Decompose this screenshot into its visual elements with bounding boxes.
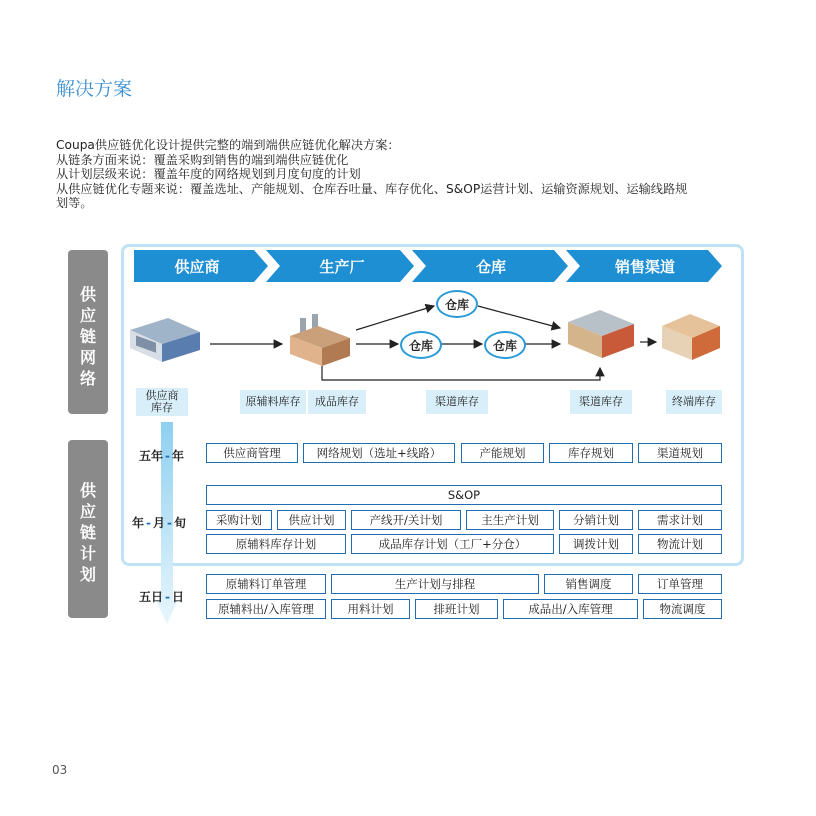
plan-cell: 供应商管理 [206, 443, 298, 463]
inventory-label: 终端库存 [666, 390, 722, 414]
inventory-label: 原辅料库存 [240, 390, 306, 414]
plan-cell: 排班计划 [415, 599, 498, 619]
plan-cell: 原辅料库存计划 [206, 534, 346, 554]
plan-cell: 成品库存计划（工厂+分仓） [351, 534, 554, 554]
sop-cell: S&OP [206, 485, 722, 505]
plan-cell: 成品出/入库管理 [503, 599, 638, 619]
intro-line: Coupa供应链优化设计提供完整的端到端供应链优化解决方案： [56, 138, 400, 152]
side-char: 网 [79, 348, 96, 367]
plan-cell: 产线开/关计划 [351, 510, 461, 530]
level-month: 年 - 月 - 旬 [132, 516, 187, 530]
side-char: 链 [79, 523, 96, 542]
intro-line: 从链条方面来说：覆盖采购到销售的端到端供应链优化 [56, 152, 349, 167]
plan-cell: 调拨计划 [559, 534, 633, 554]
plan-cell: 原辅料出/入库管理 [206, 599, 326, 619]
side-char: 链 [79, 327, 96, 346]
side-char: 供 [79, 285, 96, 304]
side-char: 应 [79, 502, 96, 521]
side-char: 计 [79, 544, 96, 563]
section-title: 解决方案 [56, 78, 133, 100]
intro-line: 从供应链优化专题来说：覆盖选址、产能规划、仓库吞吐量、库存优化、S&OP运营计划、运输资源规划、运输线路规 [56, 181, 688, 196]
intro-line: 从计划层级来说：覆盖年度的网络规划到月度旬度的计划 [56, 167, 361, 181]
plan-cell: 采购计划 [206, 510, 272, 530]
flow-arrow [478, 306, 560, 328]
plan-cell: 物流计划 [638, 534, 722, 554]
level-year: 五年 - 年 [139, 449, 185, 463]
plan-cell: 主生产计划 [466, 510, 554, 530]
plan-cell: 原辅料订单管理 [206, 574, 326, 594]
plan-cell: 供应计划 [277, 510, 346, 530]
plan-cell: 需求计划 [638, 510, 722, 530]
side-char: 供 [79, 481, 96, 500]
warehouse-node: 仓库 [400, 331, 442, 359]
side-char: 络 [79, 369, 96, 388]
flow-arrow [356, 306, 434, 330]
plan-cell: 分销计划 [559, 510, 633, 530]
warehouse-node: 仓库 [484, 331, 526, 359]
intro-line: 划等。 [56, 196, 93, 210]
inventory-label: 供应商 库存 [136, 388, 188, 416]
inventory-label: 成品库存 [308, 390, 366, 414]
supplier-building-icon [130, 318, 200, 362]
plan-cell: 订单管理 [638, 574, 722, 594]
stage-label: 生产厂 [319, 257, 365, 276]
stage-label: 销售渠道 [614, 257, 675, 276]
plan-cell: 物流调度 [643, 599, 722, 619]
inventory-label: 渠道库存 [426, 390, 488, 414]
plan-cell: 库存规划 [549, 443, 633, 463]
side-char: 应 [79, 306, 96, 325]
side-char: 划 [79, 565, 96, 584]
plan-cell: 销售调度 [544, 574, 633, 594]
retail-building-icon [662, 314, 720, 360]
factory-icon [290, 314, 350, 366]
level-day: 五日 - 日 [139, 590, 185, 604]
stage-sales-channel [580, 250, 710, 282]
stage-label: 仓库 [475, 257, 506, 276]
stage-label: 供应商 [174, 257, 220, 276]
warehouse-building-icon [568, 310, 634, 358]
stage-supplier [134, 250, 260, 282]
plan-cell: 渠道规划 [638, 443, 722, 463]
warehouse-node: 仓库 [436, 290, 478, 318]
plan-cell: 网络规划（选址+线路） [303, 443, 455, 463]
inventory-label: 渠道库存 [570, 390, 632, 414]
stage-warehouse [426, 250, 556, 282]
plan-cell: 产能规划 [461, 443, 544, 463]
plan-cell: 生产计划与排程 [331, 574, 539, 594]
flow-arrow [322, 366, 600, 380]
page-number: 03 [52, 763, 68, 777]
stage-factory [280, 250, 404, 282]
plan-cell: 用料计划 [331, 599, 410, 619]
